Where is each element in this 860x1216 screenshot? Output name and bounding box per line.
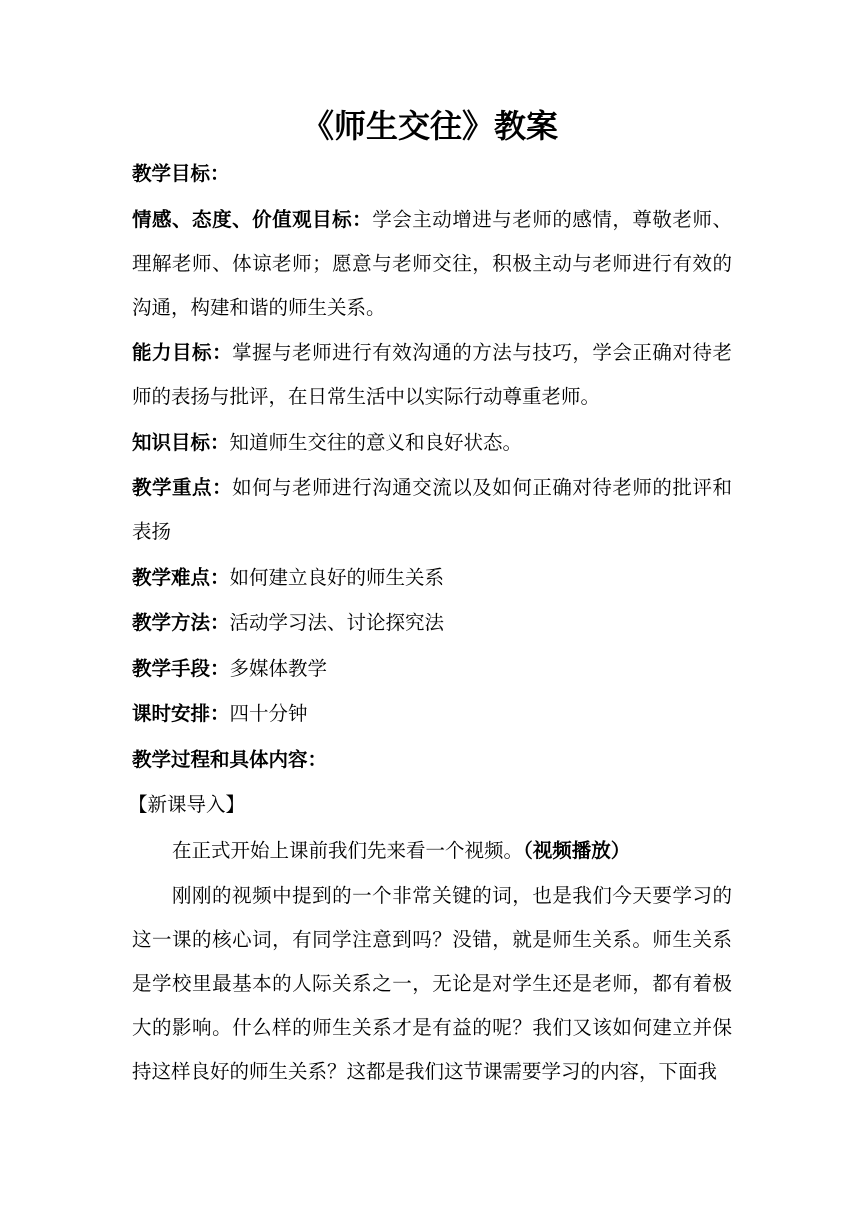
ability-text: 掌握与老师进行有效沟通的方法与技巧，学会正确对待老师的表扬与批评，在日常生活中以实际行动尊重老师。 [132, 341, 732, 408]
emotion-label: 情感、态度、价值观目标： [132, 207, 373, 231]
intro-paragraph-1 [132, 829, 732, 873]
method-label: 教学方法： [132, 611, 230, 634]
document-title: 《师生交往》教案 [301, 107, 558, 145]
intro-paragraph-2: 刚刚的视频中提到的一个非常关键的词，也是我们今天要学习的这一课的核心词，有同学注意到吗？没错，就是师生关系。师生关系是学校里最基本的人际关系之一，无论是对学生还是老师，都有着极大的影响。什么样的师生关系才是有益的呢？我们又该如何建立并保持这样良好的师生关系？这都是我们这节课需要学习的内容，下面我 [132, 884, 732, 1083]
emotion-text: 学会主动增进与老师的感情，尊敬老师、理解老师、体谅老师；愿意与老师交往，积极主动与老师进行有效的沟通，构建和谐的师生关系。 [132, 207, 732, 319]
key-point [132, 466, 732, 554]
schedule [132, 692, 732, 736]
video-note: （视频播放） [523, 838, 631, 862]
process-heading: 教学过程和具体内容： [132, 747, 328, 771]
section-intro-heading: 【新课导入】 [128, 793, 246, 816]
key-point-label: 教学重点： [132, 476, 233, 499]
knowledge-text: 知道师生交往的意义和良好状态。 [229, 430, 523, 454]
objectives-heading: 教学目标： [132, 162, 230, 185]
schedule-text: 四十分钟 [229, 702, 308, 725]
key-point-text: 如何与老师进行沟通交流以及如何正确对待老师的批评和表扬 [132, 476, 732, 543]
means-text: 多媒体教学 [229, 656, 328, 680]
ability-label: 能力目标： [132, 341, 233, 364]
means-label: 教学手段： [132, 656, 230, 680]
means [132, 647, 732, 691]
method-text: 活动学习法、讨论探究法 [229, 611, 445, 634]
intro-paragraph-1-text: 在正式开始上课前我们先来看一个视频。 [172, 838, 524, 862]
document-body [128, 152, 732, 1096]
difficulty-text: 如何建立良好的师生关系 [229, 565, 445, 589]
ability-objective [132, 331, 732, 419]
difficulty [132, 556, 732, 600]
emotion-objective [132, 198, 732, 330]
knowledge-objective [132, 421, 732, 465]
difficulty-label: 教学难点： [132, 565, 230, 589]
method [132, 601, 732, 645]
schedule-label: 课时安排： [132, 702, 230, 725]
knowledge-label: 知识目标： [132, 430, 230, 454]
